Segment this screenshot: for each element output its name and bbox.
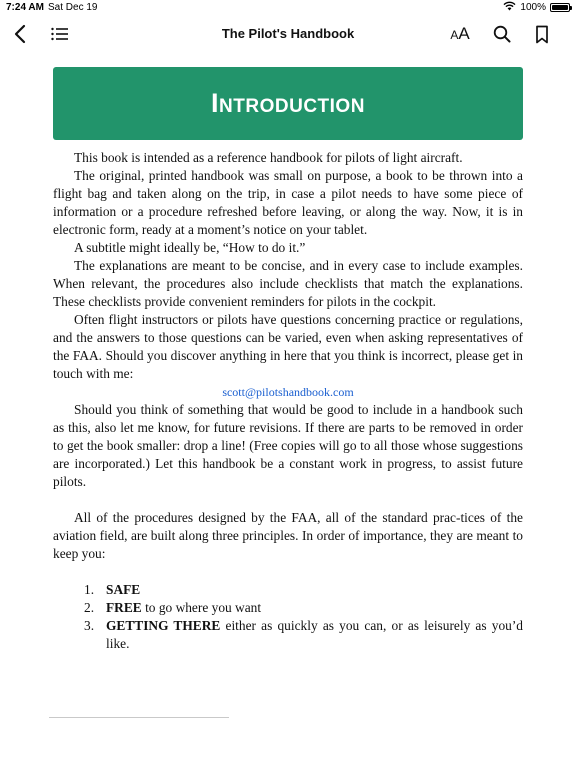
list-number: 2. — [84, 600, 95, 615]
status-time: 7:24 AM — [6, 2, 44, 13]
paragraph-1: This book is intended as a reference handbook for pilots of light aircraft. — [74, 150, 463, 165]
table-of-contents-button[interactable] — [46, 20, 74, 48]
battery-icon — [550, 3, 570, 12]
page-divider — [49, 717, 229, 718]
font-small-glyph: A — [450, 28, 459, 42]
paragraph-5: Often flight instructors or pilots have questions concerning practice or regulations, and the answers to those questions can be varied, even when asking representatives of the FAA. Should you discover anything in here that you think is incorrect, please get in touch with me: — [53, 312, 523, 381]
back-chevron-icon — [13, 24, 27, 44]
bookmark-icon — [535, 25, 549, 44]
battery-percent: 100% — [520, 2, 546, 13]
bookmark-button[interactable] — [528, 20, 556, 48]
paragraph-7: All of the procedures designed by the FAA, all of the standard prac-tices of the aviation field, are built along three principles. In order of importance, they are meant to keep you: — [53, 510, 523, 561]
list-item-text: to go where you want — [141, 600, 262, 615]
status-bar — [0, 0, 576, 16]
search-button[interactable] — [488, 20, 516, 48]
list-item-bold: FREE — [106, 600, 142, 615]
status-right — [503, 1, 570, 14]
paragraph-2: The original, printed handbook was small on purpose, a book to be thrown into a flight bag and taken along on the trip, in case a pilot needs to have some piece of information or a procedure refreshed before leaving, or along the way. Now, it is in electronic form, ready at a moment’s notice on your tablet. — [53, 168, 523, 237]
list-item — [53, 581, 523, 599]
search-icon — [493, 25, 511, 43]
back-button[interactable] — [6, 20, 34, 48]
status-date: Sat Dec 19 — [48, 2, 98, 13]
font-big-glyph: A — [458, 24, 470, 43]
chapter-content — [53, 149, 523, 653]
battery-level — [552, 5, 568, 10]
chapter-banner — [53, 67, 523, 140]
list-item — [53, 617, 523, 653]
list-item-bold: GETTING THERE — [106, 618, 221, 633]
wifi-icon — [503, 1, 516, 14]
principles-list — [53, 581, 523, 653]
list-number: 3. — [84, 618, 95, 633]
navigation-bar — [0, 16, 576, 52]
chapter-title: Introduction — [211, 88, 365, 118]
email-link[interactable]: scott@pilotshandbook.com — [222, 385, 354, 399]
list-item-text: either as quickly as you can, or as leisurely as you’d like. — [106, 618, 524, 651]
font-size-icon — [450, 24, 469, 44]
table-of-contents-icon — [51, 27, 69, 41]
list-item-bold: SAFE — [106, 582, 141, 597]
paragraph-6: Should you think of something that would be good to include in a handbook such as this, also let me know, for future revisions. If there are parts to be removed in order to get the book smaller: drop a line! (Free copies will go to all those whose suggestions are incorporated.) Let this handbook be a constant work in progress, to assist future pilots. — [53, 402, 523, 489]
paragraph-4: The explanations are meant to be concise, and in every case to include examples. When relevant, the procedures also include checklists that match the explanations. These checklists provide convenient reminders for pilots in the cockpit. — [53, 258, 523, 309]
book-title: The Pilot's Handbook — [221, 26, 355, 41]
font-size-button[interactable] — [444, 20, 476, 48]
paragraph-3: A subtitle might ideally be, “How to do it.” — [74, 240, 306, 255]
list-item — [53, 599, 523, 617]
list-number: 1. — [84, 582, 95, 597]
